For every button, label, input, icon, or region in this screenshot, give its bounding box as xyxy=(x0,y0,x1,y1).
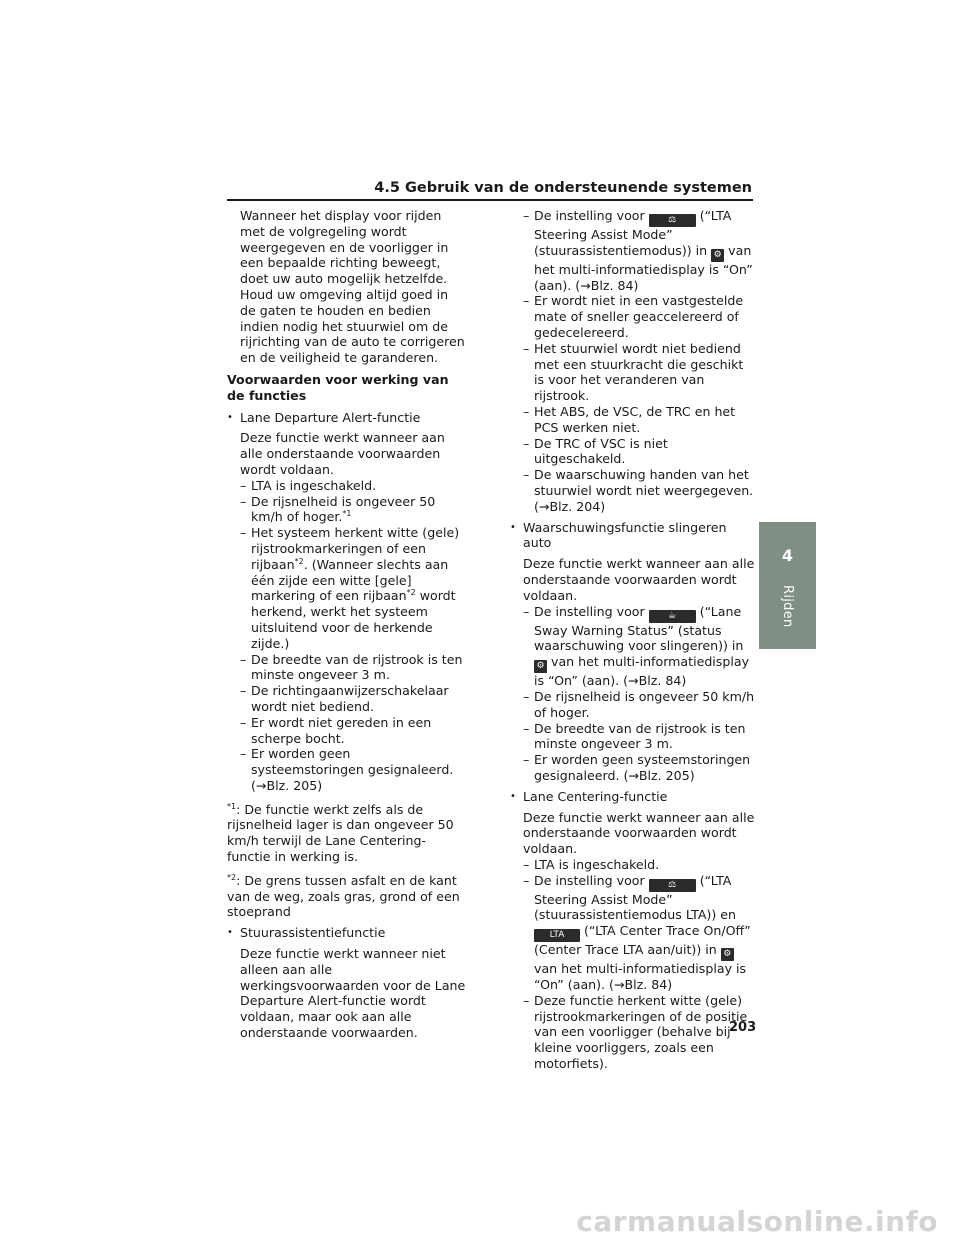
footnote-2: $^{*2}$: De grens tussen asfalt en de kant van de weg, zoals gras, grond of een stoeprand xyxy=(227,872,460,920)
left-column xyxy=(227,208,467,1041)
page-number: 203 xyxy=(729,1020,757,1035)
bullet-lane-departure-alert: • Lane Departure Alert-functie xyxy=(227,410,467,426)
list-item: – De instelling voor ☕ (“Lane Sway Warning Status” (status waarschuwing voor slingeren)) in ⚙ van het multi-informatiedisplay is “On” (aan). (→Blz. 84) xyxy=(523,603,750,689)
list-item: – Er wordt niet in een vastgestelde mate of sneller geaccelereerd of gedecelereerd. xyxy=(523,293,744,340)
list-item: – De breedte van de rijstrook is ten minste ongeveer 3 m. xyxy=(240,651,463,683)
list-item: – De breedte van de rijstrook is ten minste ongeveer 3 m. xyxy=(523,720,746,752)
list-item: – Het stuurwiel wordt niet bediend met een stuurkracht die geschikt is voor het veranderen van rijstrook. xyxy=(523,340,744,404)
chapter-label: Rijden xyxy=(780,585,795,628)
list-item: – De rijsnelheid is ongeveer 50 km/h of hoger.$^{*1}$ xyxy=(240,493,436,525)
conditions-heading: Voorwaarden voor werking van de functies xyxy=(227,371,449,403)
bullet-lane-centering: • Lane Centering-functie xyxy=(510,789,756,805)
watermark xyxy=(0,1200,960,1242)
list-item: – De rijsnelheid is ongeveer 50 km/h of hoger. xyxy=(523,688,755,720)
steering-assist-icon: ⚖ xyxy=(649,214,696,227)
right-column xyxy=(510,208,756,1072)
list-item: – LTA is ingeschakeld. xyxy=(523,856,660,872)
list-item: – De instelling voor ⚖ (“LTA Steering Assist Mode” (stuurassistentiemodus LTA)) en LTA (“LTA Center Trace On/Off” (Center Trace LTA aan/uit)) in ⚙ van het multi-informatiedisplay is “On” (aan). (→Blz. 84) xyxy=(523,872,751,993)
bullet-sway-warning-text: Deze functie werkt wanneer aan alle onderstaande voorwaarden wordt voldaan. xyxy=(523,556,755,603)
list-item: – Het ABS, de VSC, de TRC en het PCS werken niet. xyxy=(523,403,736,435)
list-item: – De waarschuwing handen van het stuurwiel wordt niet weergegeven. (→Blz. 204) xyxy=(523,467,754,514)
chapter-side-tab xyxy=(759,522,816,649)
section-header-title: 4.5 Gebruik van de ondersteunende systemen xyxy=(374,180,752,196)
watermark-text: carmanualsonline.info xyxy=(576,1204,938,1238)
bullet-lane-centering-text: Deze functie werkt wanneer aan alle onderstaande voorwaarden wordt voldaan. xyxy=(523,809,755,857)
bullet-steering-assist: • Stuurassistentiefunctie xyxy=(227,925,467,941)
footnote-1: $^{*1}$: De functie werkt zelfs als de rijsnelheid lager is dan ongeveer 50 km/h terwijl de Lane Centering-functie in werking is. xyxy=(227,801,454,865)
list-item: – De instelling voor ⚖ (“LTA Steering Assist Mode” (stuurassistentiemodus)) in ⚙ van het multi-informatiedisplay is “On” (aan). (→Blz. 84) xyxy=(523,208,753,293)
bullet-lane-departure-alert-text: Deze functie werkt wanneer aan alle onderstaande voorwaarden wordt voldaan. xyxy=(240,430,445,477)
settings-gear-icon: ⚙ xyxy=(534,660,547,673)
list-item: – Er wordt niet gereden in een scherpe bocht. xyxy=(240,714,432,746)
list-item: – Het systeem herkent witte (gele) rijstrookmarkeringen of een rijbaan$^{*2}$. (Wanneer slechts aan één zijde een witte [gele] markering of een rijbaan$^{*2}$ wordt herkend, werkt het systeem uitsluitend voor de herkende zijde.) xyxy=(240,525,460,651)
list-item: – De TRC of VSC is niet uitgeschakeld. xyxy=(523,435,668,467)
list-item: – LTA is ingeschakeld. xyxy=(240,477,377,493)
header-rule xyxy=(227,199,753,201)
settings-gear-icon: ⚙ xyxy=(711,249,724,262)
lta-center-trace-icon: LTA xyxy=(534,929,580,942)
chapter-number: 4 xyxy=(781,546,794,565)
list-item: – De richtingaanwijzerschakelaar wordt niet bediend. xyxy=(240,683,449,714)
settings-gear-icon: ⚙ xyxy=(721,948,734,961)
intro-paragraph: Wanneer het display voor rijden met de volgregeling wordt weergegeven en de voorligger in een bepaalde richting beweegt, doet uw auto mogelijk hetzelfde. Houd uw omgeving altijd goed in de gaten te houden en bedien indien nodig het stuurwiel om de rijrichting van de auto te corrigeren en de veiligheid te garanderen. xyxy=(240,208,465,366)
coffee-cup-icon: ☕ xyxy=(649,610,696,623)
steering-assist-icon: ⚖ xyxy=(649,879,696,892)
bullet-steering-assist-text: Deze functie werkt wanneer niet alleen aan alle werkingsvoorwaarden voor de Lane Departure Alert-functie wordt voldaan, maar ook aan alle onderstaande voorwaarden. xyxy=(240,946,466,1041)
bullet-sway-warning: • Waarschuwingsfunctie slingeren auto xyxy=(510,520,756,552)
list-item: – Deze functie herkent witte (gele) rijstrookmarkeringen of de positie van een voorligger (behalve bij kleine voorliggers, zoals een motorfiets). xyxy=(523,992,748,1072)
list-item: – Er worden geen systeemstoringen gesignaleerd. (→Blz. 205) xyxy=(240,746,454,793)
list-item: – Er worden geen systeemstoringen gesignaleerd. (→Blz. 205) xyxy=(523,752,751,783)
